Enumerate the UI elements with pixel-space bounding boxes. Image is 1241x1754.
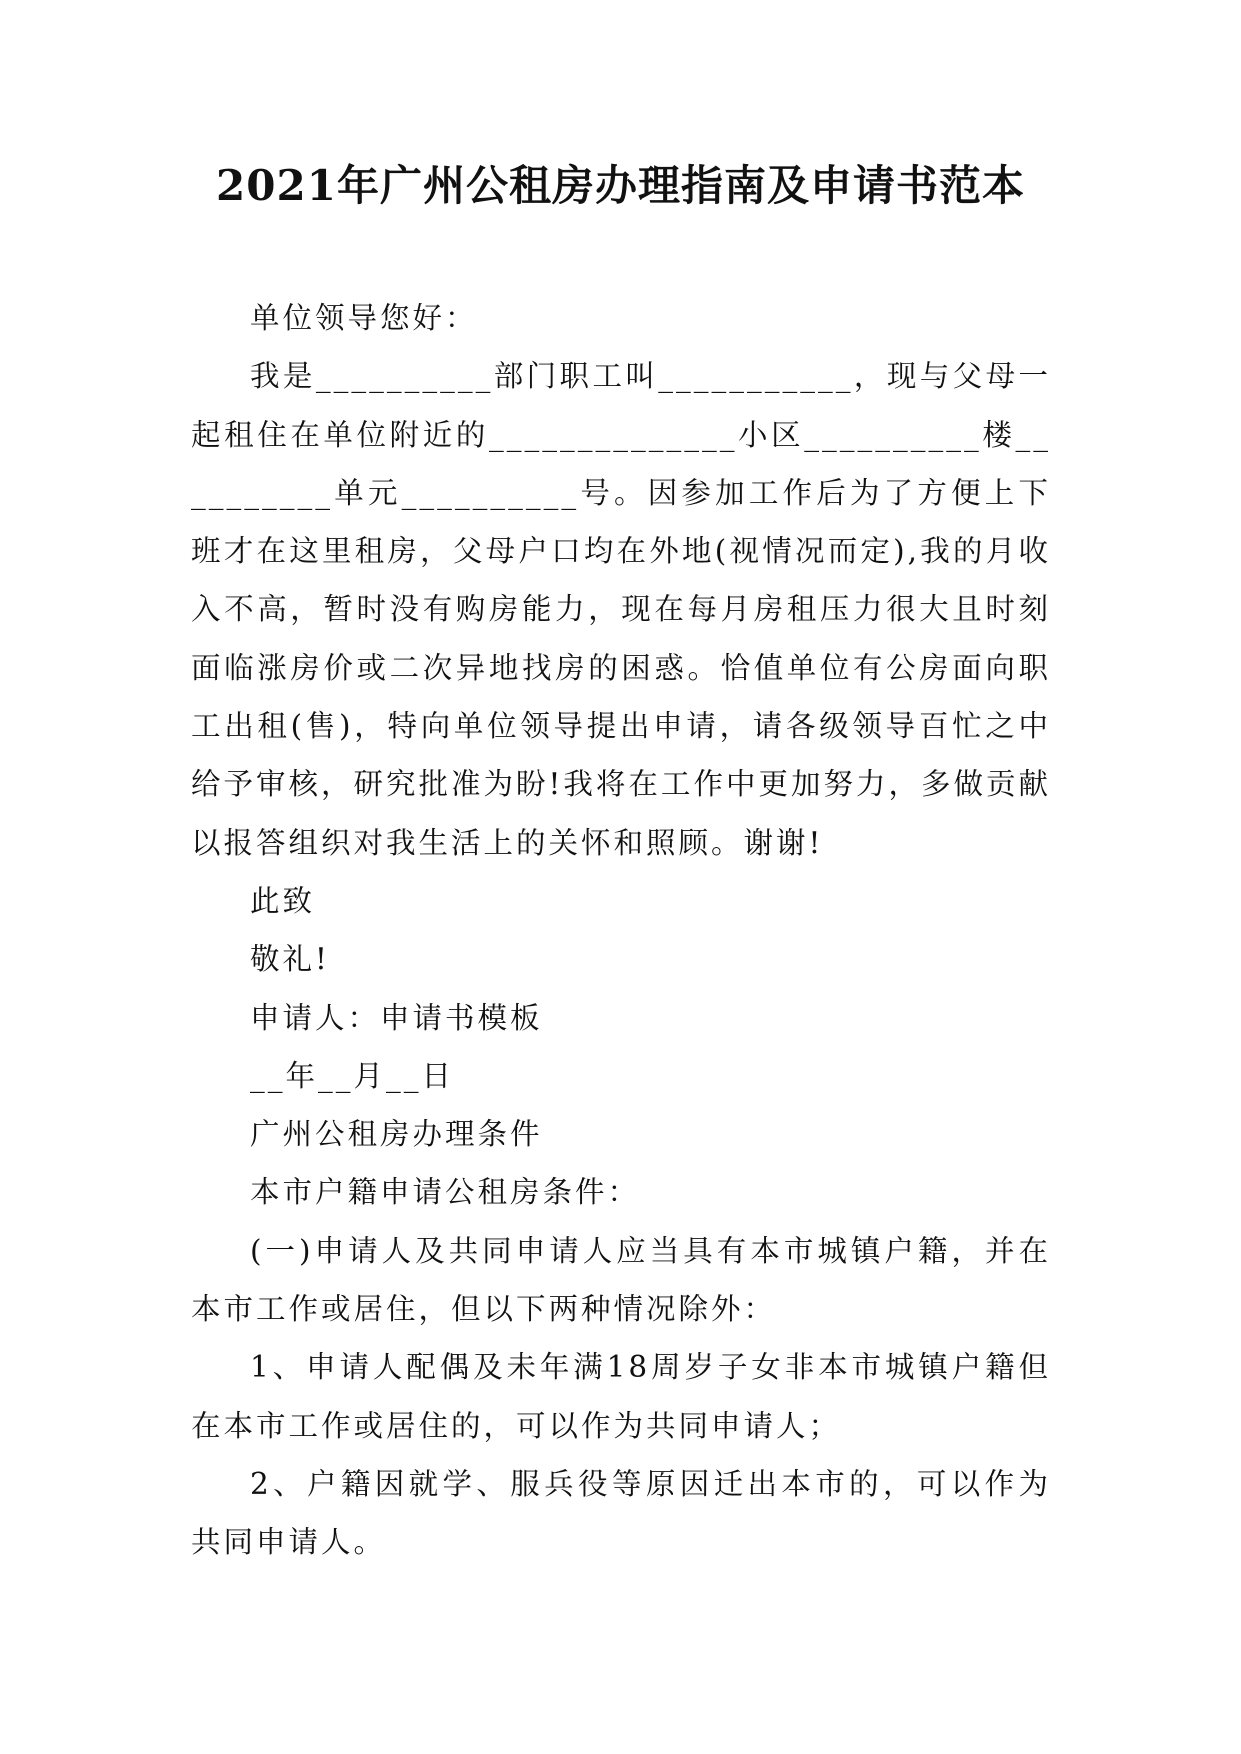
document-title: 2021年广州公租房办理指南及申请书范本 [216, 161, 1025, 210]
clause-item-1: 1、申请人配偶及未年满18周岁子女非本市城镇户籍但在本市工作或居住的，可以作为共同申请人； [191, 1350, 1051, 1443]
section-intro: 本市户籍申请公租房条件： [250, 1175, 641, 1210]
clause-1: (一)申请人及共同申请人应当具有本市城镇户籍，并在本市工作或居住，但以下两种情况除外： [191, 1233, 1051, 1327]
closing-salutation: 此致 [250, 883, 316, 918]
greeting: 单位领导您好： [250, 301, 478, 335]
clause-item-2: 2、户籍因就学、服兵役等原因迁出本市的，可以作为共同申请人。 [191, 1466, 1051, 1560]
section-title: 广州公租房办理条件 [250, 1117, 543, 1152]
date-line: __年__月__日 [250, 1058, 455, 1093]
document-body [191, 289, 1051, 1572]
closing-regards: 敬礼! [250, 942, 330, 977]
application-paragraph: 我是__________部门职工叫___________，现与父母一起租住在单位附近的______________小区__________楼__________单元__________号。因参加工作后为了方便上下班才在这里租房，父母户口均在外地(视情况而定),我的月收入不高，暂时没有购房能力，现在每月房租压力很大且时刻面临涨房价或二次异地找房的困惑。恰值单位有公房面向职工出租(售)，特向单位领导提出申请，请各级领导百忙之中给予审核，研究批准为盼!我将在工作中更加努力，多做贡献以报答组织对我生活上的关怀和照顾。谢谢! [191, 359, 1051, 860]
applicant-signature: 申请人：申请书模板 [250, 1000, 543, 1035]
